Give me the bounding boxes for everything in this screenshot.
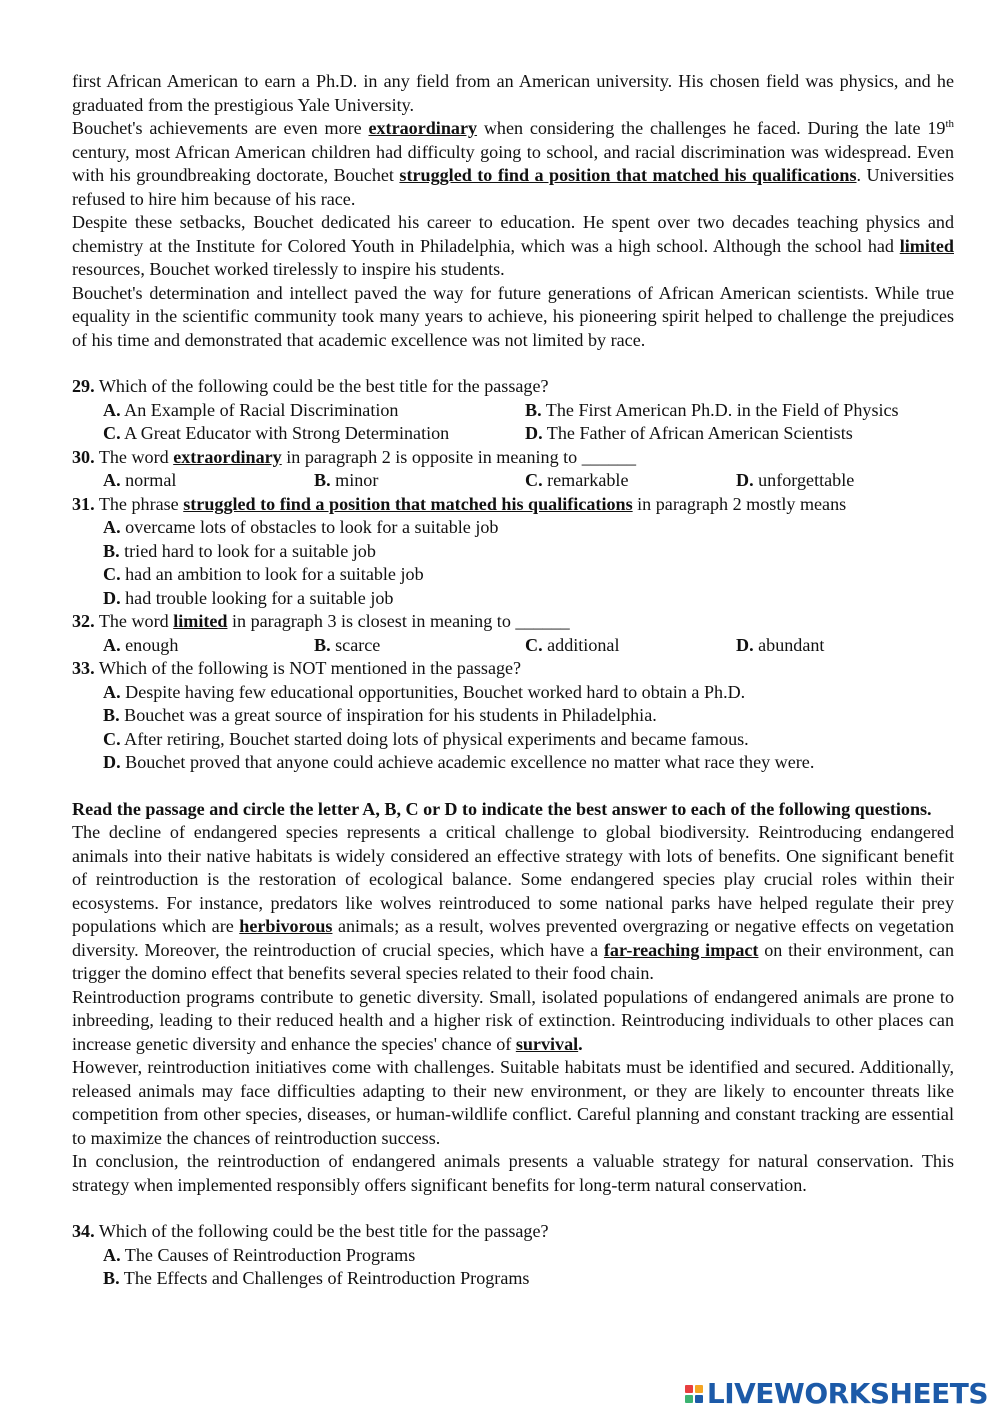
- section-instruction: Read the passage and circle the letter A, B, C or D to indicate the best answer to each of the following questions.: [72, 798, 932, 819]
- question-31: 31. The phrase struggled to find a position that matched his qualifications in paragraph 2 mostly means: [72, 493, 847, 514]
- q31-option-d[interactable]: D. had trouble looking for a suitable job: [103, 587, 394, 608]
- question-32: 32. The word limited in paragraph 3 is closest in meaning to ______: [72, 611, 570, 631]
- q33-option-a[interactable]: A. Despite having few educational opportunities, Bouchet worked hard to obtain a Ph.D.: [103, 681, 746, 702]
- question-33: 33. Which of the following is NOT mentioned in the passage?: [72, 658, 522, 678]
- passage2-paragraph-4: In conclusion, the reintroduction of endangered animals presents a valuable strategy for natural conservation. This strategy when implemented responsibly offers significant benefits for long-term natural conservation.: [72, 1151, 954, 1195]
- q30-option-b[interactable]: B. minor: [314, 470, 379, 490]
- worksheet-page: [72, 70, 954, 1291]
- question-30: 30. The word extraordinary in paragraph 2 is opposite in meaning to ______: [72, 446, 637, 467]
- highlight-struggled-phrase: struggled to find a position that matched his qualifications: [399, 165, 857, 185]
- q29-option-b[interactable]: B. The First American Ph.D. in the Field of Physics: [525, 399, 899, 420]
- logo-text: LIVEWORKSHEETS: [706, 1377, 988, 1410]
- passage2-paragraph-2: Reintroduction programs contribute to genetic diversity. Small, isolated populations of endangered animals are prone to inbreeding, leading to their reduced health and a higher risk of extinction. Reintroducing individuals to other places can increase genetic diversity and enhance the species' chance of survival.: [72, 986, 954, 1054]
- liveworksheets-logo[interactable]: [685, 1377, 988, 1410]
- q30-option-a[interactable]: A. normal: [103, 470, 177, 490]
- logo-square-orange: [695, 1385, 703, 1393]
- q32-option-c[interactable]: C. additional: [525, 634, 620, 655]
- passage2-paragraph-1: The decline of endangered species represents a critical challenge to global biodiversity. Reintroducing endangered animals into their native habitats is widely considered an effective strategy with lots of benefits. One significant benefit of reintroduction is the restoration of ecological balance. Some endangered species play crucial roles within their ecosystems. For instance, predators like wolves reintroduced to some national parks have helped regulate their prey populations which are herbivorous animals; as a result, wolves prevented overgrazing or negative effects on vegetation diversity. Moreover, the reintroduction of crucial species, which have a far-reaching impact on their environment, can trigger the domino effect that benefits several species related to their food chain.: [72, 822, 955, 983]
- q34-option-a[interactable]: A. The Causes of Reintroduction Programs: [103, 1244, 416, 1265]
- q30-option-d[interactable]: D. unforgettable: [736, 470, 855, 490]
- q29-option-d[interactable]: D. The Father of African American Scientists: [525, 423, 853, 443]
- passage1-paragraph-2: Bouchet's achievements are even more extraordinary when considering the challenges he faced. During the late 19th century, most African American children had difficulty going to school, and racial discrimination was widespread. Even with his groundbreaking doctorate, Bouchet struggled to find a position that matched his qualifications. Universities refused to hire him because of his race.: [72, 117, 954, 209]
- q30-option-c[interactable]: C. remarkable: [525, 470, 629, 490]
- question-29: 29. Which of the following could be the best title for the passage?: [72, 376, 549, 396]
- q32-option-b[interactable]: B. scarce: [314, 634, 381, 655]
- q32-option-d[interactable]: D. abundant: [736, 634, 825, 655]
- q29-option-c[interactable]: C. A Great Educator with Strong Determination: [103, 423, 450, 443]
- q31-option-a[interactable]: A. overcame lots of obstacles to look for a suitable job: [103, 517, 499, 537]
- logo-mark-icon: [685, 1385, 703, 1403]
- logo-square-red: [685, 1385, 693, 1393]
- passage1-paragraph-3: Despite these setbacks, Bouchet dedicated his career to education. He spent over two decades teaching physics and chemistry at the Institute for Colored Youth in Philadelphia, which was a high school. Although the school had limited resources, Bouchet worked tirelessly to inspire his students.: [72, 212, 954, 279]
- highlight-extraordinary: extraordinary: [368, 118, 478, 138]
- q29-option-a[interactable]: A. An Example of Racial Discrimination: [103, 399, 399, 420]
- passage1-paragraph-4: Bouchet's determination and intellect paved the way for future generations of African American scientists. While true equality in the scientific community took many years to achieve, his pioneering spirit helped to challenge the prejudices of his time and demonstrated that academic excellence was not limited by race.: [72, 282, 954, 350]
- highlight-limited: limited: [899, 235, 954, 256]
- q33-option-c[interactable]: C. After retiring, Bouchet started doing lots of physical experiments and became famous.: [103, 728, 749, 749]
- logo-square-blue: [695, 1395, 703, 1403]
- highlight-far-reaching-impact: far-reaching impact: [603, 939, 759, 960]
- q33-option-d[interactable]: D. Bouchet proved that anyone could achieve academic excellence no matter what race they were.: [103, 752, 815, 772]
- q33-option-b[interactable]: B. Bouchet was a great source of inspiration for his students in Philadelphia.: [103, 705, 657, 725]
- q32-option-a[interactable]: A. enough: [103, 634, 179, 655]
- passage1-paragraph-1: first African American to earn a Ph.D. in any field from an American university. His chosen field was physics, and he graduated from the prestigious Yale University.: [72, 71, 954, 115]
- q34-option-b[interactable]: B. The Effects and Challenges of Reintroduction Programs: [103, 1268, 530, 1288]
- passage2-paragraph-3: However, reintroduction initiatives come with challenges. Suitable habitats must be identified and secured. Additionally, released animals may face difficulties adapting to their new environment, or they are likely to encounter threats like competition from other species, diseases, or human-wildlife conflict. Careful planning and constant tracking are essential to maximize the chances of reintroduction success.: [72, 1057, 954, 1148]
- highlight-herbivorous: herbivorous: [239, 916, 333, 936]
- question-34: 34. Which of the following could be the best title for the passage?: [72, 1221, 549, 1241]
- logo-square-green: [685, 1395, 693, 1403]
- q31-option-b[interactable]: B. tried hard to look for a suitable job: [103, 540, 376, 561]
- q31-option-c[interactable]: C. had an ambition to look for a suitable job: [103, 564, 424, 584]
- highlight-survival: survival: [515, 1033, 579, 1054]
